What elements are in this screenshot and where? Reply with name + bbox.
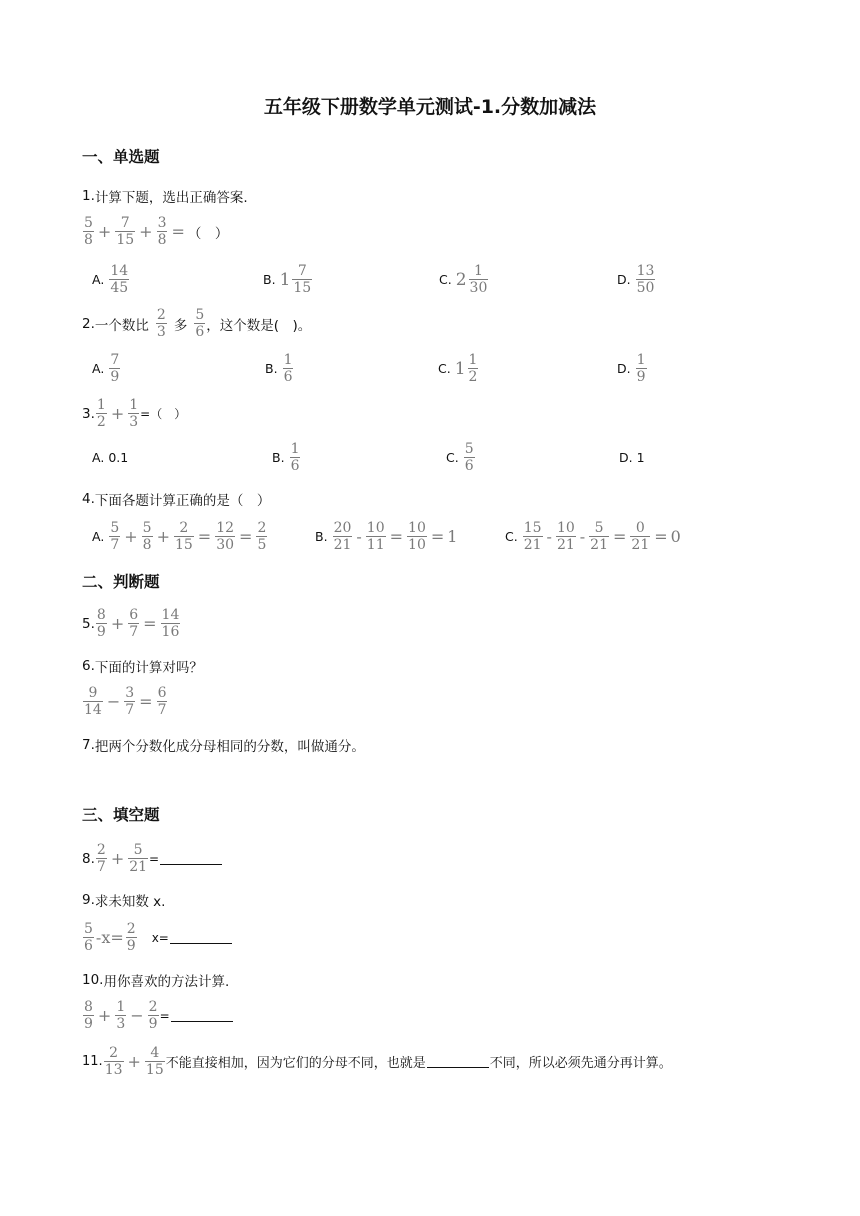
fraction: 7 9 xyxy=(110,352,120,385)
q3-option-d[interactable]: D. 1 xyxy=(619,450,645,465)
question-2: 2. 一个数比 2 3 多 5 6 ，这个数是( )。 xyxy=(82,307,312,340)
fraction: 10 21 xyxy=(556,520,575,553)
question-9-expression: 5 6 -x= $\frac{2}{9}$ x= xyxy=(82,922,233,953)
question-5: 5. 8 9 + $\frac{6}{7}$ = $\frac{14}{16}$ xyxy=(82,607,180,640)
fraction: 8 9 xyxy=(84,999,93,1032)
fraction: 1 30 xyxy=(469,263,488,296)
question-1-expression: 5 8 + $\frac{7}{15}$ + $\frac{3}{8}$ = （ ） xyxy=(84,215,229,248)
fraction: $\frac{10}{11}$ xyxy=(366,520,385,553)
q2-option-b[interactable]: B. 1 6 xyxy=(265,352,293,385)
q4-option-a[interactable]: A. 5 7 + $\frac{5}{8}$ + $\frac{2}{15}$ = $\frac{12}{30}$ = $\frac{2}{5}$ xyxy=(92,520,267,553)
fraction: $\frac{2}{9}$ xyxy=(126,921,136,954)
fraction: $\frac{14}{16}$ xyxy=(161,607,180,640)
page-title: 五年级下册数学单元测试-1.分数加减法 xyxy=(263,96,597,118)
fraction: 8 9 xyxy=(96,607,106,640)
fraction: 14 45 xyxy=(110,263,129,296)
fraction: $\frac{5}{8}$ xyxy=(142,520,152,553)
fraction: $\frac{0}{21}$ xyxy=(631,520,650,553)
fraction: 7 15 xyxy=(293,263,312,296)
fraction: $\frac{1}{3}$ xyxy=(129,397,139,430)
section-heading-true-false: 二、判断题 xyxy=(82,573,160,591)
fraction: $\frac{2}{9}$ xyxy=(148,999,158,1032)
question-10: 10. 用你喜欢的方法计算. xyxy=(82,972,230,990)
fraction: 5 6 xyxy=(195,307,205,340)
fraction: $\frac{7}{15}$ xyxy=(116,215,135,248)
fraction: 1 6 xyxy=(283,352,293,385)
question-7: 7. 把两个分数化成分母相同的分数，叫做通分。 xyxy=(82,737,365,755)
q3-option-b[interactable]: B. 1 6 xyxy=(272,441,300,474)
q1-option-c[interactable]: C. 2 1 30 xyxy=(439,263,488,296)
question-1: 1. 计算下题，选出正确答案. xyxy=(82,188,248,206)
fraction: 20 21 xyxy=(333,520,352,553)
question-9: 9. 求未知数 x. xyxy=(82,892,166,910)
fraction: 1 9 xyxy=(636,352,646,385)
q3-option-a[interactable]: A. 0.1 xyxy=(92,450,129,465)
fraction: 1 6 xyxy=(290,441,300,474)
q2-option-c[interactable]: C. 1 1 2 xyxy=(438,352,478,385)
q2-option-a[interactable]: A. 7 9 xyxy=(92,352,120,385)
answer-blank[interactable] xyxy=(170,931,232,944)
section-heading-single-choice: 一、单选题 xyxy=(82,148,160,166)
answer-blank[interactable] xyxy=(427,1055,489,1068)
q3-option-c[interactable]: C. 5 6 xyxy=(446,441,474,474)
answer-blank[interactable] xyxy=(171,1009,233,1022)
fraction: $\frac{12}{30}$ xyxy=(216,520,235,553)
fraction: 2 3 xyxy=(156,307,166,340)
question-11: 11. 2 13 + $\frac{4}{15}$ 不能直接相加，因为它们的分母不同，也就是 不同，所以必须先通分再计算。 xyxy=(82,1045,672,1078)
q2-option-d[interactable]: D. 1 9 xyxy=(617,352,646,385)
q4-option-c[interactable]: C. 15 21 - 10 21 - $\frac{5}{21}$ = $\frac{0}{21}$ = 0 xyxy=(505,520,681,553)
fraction: $\frac{3}{7}$ xyxy=(125,685,135,718)
fraction: 15 21 xyxy=(523,520,542,553)
q1-option-d[interactable]: D. 13 50 xyxy=(617,263,655,296)
fraction: $\frac{6}{7}$ xyxy=(129,607,139,640)
q1-option-b[interactable]: B. 1 7 15 xyxy=(263,263,312,296)
question-6: 6. 下面的计算对吗？ xyxy=(82,658,203,676)
fraction: $\frac{1}{3}$ xyxy=(116,999,126,1032)
fraction: 5 6 xyxy=(84,921,93,954)
question-10-expression: 8 9 + $\frac{1}{3}$ − $\frac{2}{9}$ = xyxy=(82,1000,234,1031)
question-8: 8. 2 7 + $\frac{5}{21}$ = xyxy=(82,843,223,874)
fraction: 9 14 xyxy=(84,685,102,718)
fraction: $\frac{3}{8}$ xyxy=(157,215,167,248)
fraction: $\frac{2}{15}$ xyxy=(174,520,193,553)
fraction: 13 50 xyxy=(636,263,655,296)
q1-option-a[interactable]: A. 14 45 xyxy=(92,263,129,296)
fraction: $\frac{10}{10}$ xyxy=(408,520,426,553)
fraction: $\frac{4}{15}$ xyxy=(145,1045,164,1078)
fraction: 2 13 xyxy=(104,1045,123,1078)
fraction: $\frac{2}{5}$ xyxy=(257,520,267,553)
q4-option-b[interactable]: B. 20 21 - $\frac{10}{11}$ = $\frac{10}{10}$ = 1 xyxy=(315,520,458,553)
fraction: 5 8 xyxy=(84,215,93,248)
fraction: 5 6 xyxy=(464,441,474,474)
question-3: 3. 1 2 + $\frac{1}{3}$ =（ ） xyxy=(82,397,187,430)
fraction: 1 2 xyxy=(468,352,478,385)
fraction: $\frac{5}{21}$ xyxy=(129,842,148,875)
answer-blank[interactable] xyxy=(160,852,222,865)
fraction: 5 7 xyxy=(110,520,120,553)
section-heading-fill-blank: 三、填空题 xyxy=(82,806,160,824)
fraction: 2 7 xyxy=(96,842,106,875)
fraction: 1 2 xyxy=(96,397,106,430)
fraction: $\frac{5}{21}$ xyxy=(590,520,608,553)
question-6-expression: 9 14 − $\frac{3}{7}$ = $\frac{6}{7}$ xyxy=(84,685,167,718)
fraction: $\frac{6}{7}$ xyxy=(157,685,167,718)
question-4: 4. 下面各题计算正确的是（ ） xyxy=(82,491,271,509)
